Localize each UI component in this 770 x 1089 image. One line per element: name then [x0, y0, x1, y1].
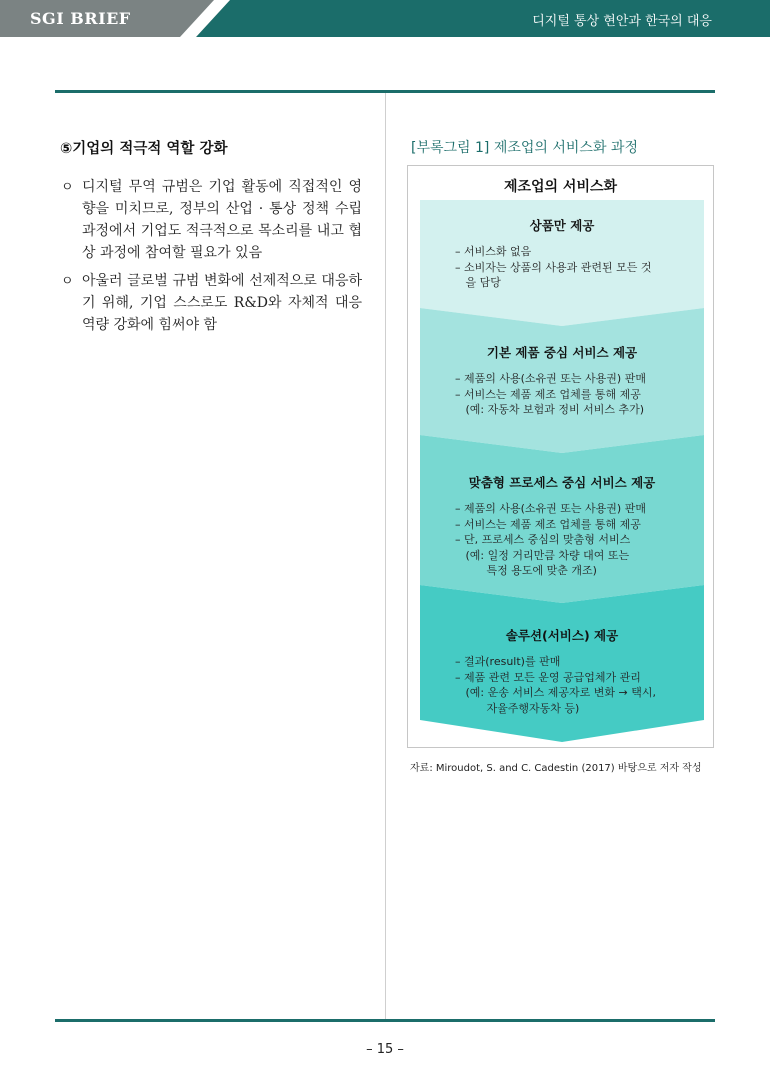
stage-item: 자율주행자동차 등) — [455, 701, 580, 715]
stage-title: 맞춤형 프로세스 중심 서비스 제공 — [468, 475, 656, 490]
stage-item: – 제품의 사용(소유권 또는 사용권) 판매 — [455, 502, 646, 515]
stage-items — [455, 371, 695, 418]
column-divider — [385, 93, 386, 1020]
stage-title: 솔루션(서비스) 제공 — [505, 628, 619, 643]
stage-item: 을 담당 — [455, 276, 501, 289]
page-number: – 15 – — [366, 1042, 404, 1057]
stage-item: (예: 운송 서비스 제공자로 변화 → 택시, — [455, 686, 656, 699]
stage-items — [455, 501, 695, 579]
stage-item: – 결과(result)를 판매 — [455, 655, 561, 668]
brand-label: SGI BRIEF — [30, 9, 131, 28]
stage-item: – 소비자는 상품의 사용과 관련된 모든 것 — [455, 260, 652, 274]
stage-item: – 제품 관련 모든 운영 공급업체가 관리 — [455, 670, 641, 684]
header-title: 디지털 통상 현안과 한국의 대응 — [532, 14, 712, 29]
bullet-text: 아울러 글로벌 규범 변화에 선제적으로 대응하기 위해, 기업 스스로도 R&D와 자체적 대응 역량 강화에 힘써야 함 — [82, 273, 362, 333]
stage-item: – 서비스는 제품 제조 업체를 통해 제공 — [455, 517, 641, 531]
bullet-item — [60, 176, 362, 264]
figure-heading: 제조업의 서비스화 — [503, 179, 618, 195]
stage-items — [455, 244, 695, 291]
stage-item: (예: 일정 거리만큼 차량 대여 또는 — [455, 548, 630, 562]
figure-label: [부록그림 1] 제조업의 서비스화 과정 — [411, 140, 638, 156]
stage-item: – 제품의 사용(소유권 또는 사용권) 판매 — [455, 372, 646, 385]
bullet-marker: ㅇ — [61, 180, 74, 195]
bottom-rule — [55, 1019, 715, 1022]
bullet-item — [60, 270, 362, 336]
bullet-text: 디지털 무역 규범은 기업 활동에 직접적인 영향을 미치므로, 정부의 산업 · 통상 정책 수립 과정에서 기업도 적극적으로 목소리를 내고 협상 과정에 참여할 필요가 있음 — [82, 179, 362, 261]
bullet-marker: ㅇ — [61, 274, 74, 289]
stage-title: 상품만 제공 — [529, 218, 595, 233]
figure-source: 자료: Miroudot, S. and C. Cadestin (2017) 바탕으로 저자 작성 — [410, 763, 702, 774]
stage-item: – 단, 프로세스 중심의 맞춤형 서비스 — [455, 533, 631, 546]
section-title: ⑤기업의 적극적 역할 강화 — [60, 141, 228, 157]
page-header — [0, 0, 770, 37]
stage-item: 특정 용도에 맞춘 개조) — [455, 564, 597, 577]
stage-item: – 서비스화 없음 — [455, 245, 532, 258]
stage-title: 기본 제품 중심 서비스 제공 — [486, 345, 638, 360]
stage-item: – 서비스는 제품 제조 업체를 통해 제공 — [455, 387, 641, 401]
stage-item: (예: 자동차 보험과 정비 서비스 추가) — [455, 403, 645, 416]
bullet-list — [60, 176, 362, 342]
stage-items — [455, 654, 695, 716]
